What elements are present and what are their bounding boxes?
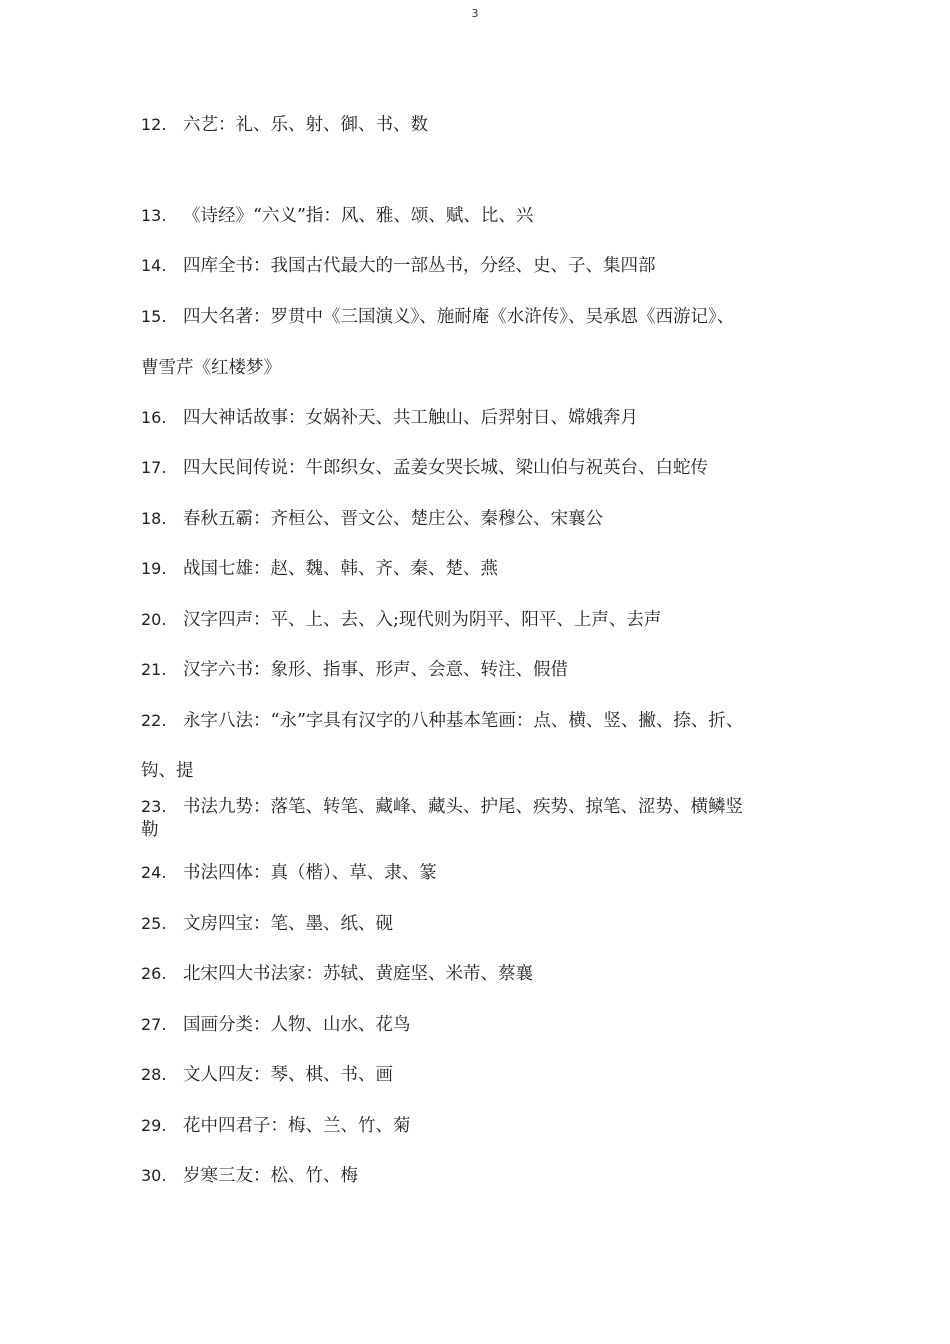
list-item (141, 658, 568, 682)
item-number: 14. (141, 256, 167, 275)
item-number: 19. (141, 559, 167, 578)
item-text: 四大名著：罗贯中《三国演义》、施耐庵《水浒传》、吴承恩《西游记》、 (183, 307, 735, 327)
list-item (141, 1013, 411, 1037)
list-item (141, 507, 603, 531)
item-number: 23. (141, 797, 167, 816)
item-number: 22. (141, 711, 167, 730)
item-text: 六艺：礼、乐、射、御、书、数 (183, 115, 428, 135)
item-text: 永字八法：“永”字具有汉字的八种基本笔画：点、横、竖、撇、捺、折、 (183, 711, 744, 731)
item-number: 12. (141, 115, 167, 134)
list-item (141, 912, 393, 936)
item-number: 30. (141, 1166, 167, 1185)
list-item (141, 406, 638, 430)
list-item (141, 1164, 358, 1188)
list-item (141, 962, 533, 986)
list-item (141, 254, 656, 278)
item-text: 书法四体：真（楷）、草、隶、篆 (183, 863, 437, 883)
list-item (141, 795, 743, 819)
item-text: 春秋五霸：齐桓公、晋文公、楚庄公、秦穆公、宋襄公 (183, 509, 603, 529)
item-number: 13. (141, 206, 167, 225)
item-number: 25. (141, 914, 167, 933)
list-item (141, 456, 708, 480)
item-text: 文人四友：琴、棋、书、画 (183, 1065, 393, 1085)
item-text-continuation: 勒 (141, 820, 159, 840)
item-text: 《诗经》“六义”指：风、雅、颂、赋、比、兴 (183, 206, 534, 226)
item-text: 书法九势：落笔、转笔、藏峰、藏头、护尾、疾势、掠笔、涩势、横鳞竖 (183, 797, 743, 817)
list-item (141, 861, 437, 885)
item-number: 21. (141, 660, 167, 679)
item-text: 花中四君子：梅、兰、竹、菊 (183, 1116, 411, 1136)
list-item (141, 1114, 411, 1138)
item-number: 28. (141, 1065, 167, 1084)
item-number: 26. (141, 964, 167, 983)
item-text: 汉字四声：平、上、去、入;现代则为阴平、阳平、上声、去声 (183, 610, 662, 630)
item-number: 20. (141, 610, 167, 629)
list-item (141, 608, 661, 632)
item-number: 16. (141, 408, 167, 427)
list-item (141, 1063, 393, 1087)
item-number: 24. (141, 863, 167, 882)
list-item (141, 305, 734, 329)
item-number: 18. (141, 509, 167, 528)
item-text: 汉字六书：象形、指事、形声、会意、转注、假借 (183, 660, 568, 680)
list-item (141, 113, 428, 137)
item-text: 北宋四大书法家：苏轼、黄庭坚、米芾、蔡襄 (183, 964, 533, 984)
item-number: 29. (141, 1116, 167, 1135)
item-number: 27. (141, 1015, 167, 1034)
item-number: 17. (141, 458, 167, 477)
list-item (141, 204, 533, 228)
item-text: 国画分类：人物、山水、花鸟 (183, 1015, 411, 1035)
item-number: 15. (141, 307, 167, 326)
item-text: 文房四宝：笔、墨、纸、砚 (183, 914, 393, 934)
item-text-continuation: 曹雪芹《红楼梦》 (141, 358, 281, 378)
item-text-continuation: 钩、提 (141, 761, 194, 781)
list-item (141, 709, 743, 733)
item-text: 四大神话故事：女娲补天、共工触山、后羿射日、嫦娥奔月 (183, 408, 638, 428)
item-text: 四库全书：我国古代最大的一部丛书，分经、史、子、集四部 (183, 256, 656, 276)
item-text: 岁寒三友：松、竹、梅 (183, 1166, 358, 1186)
item-text: 战国七雄：赵、魏、韩、齐、秦、楚、燕 (183, 559, 498, 579)
page-number: 3 (471, 7, 479, 20)
list-item (141, 557, 498, 581)
item-text: 四大民间传说：牛郎织女、孟姜女哭长城、梁山伯与祝英台、白蛇传 (183, 458, 708, 478)
